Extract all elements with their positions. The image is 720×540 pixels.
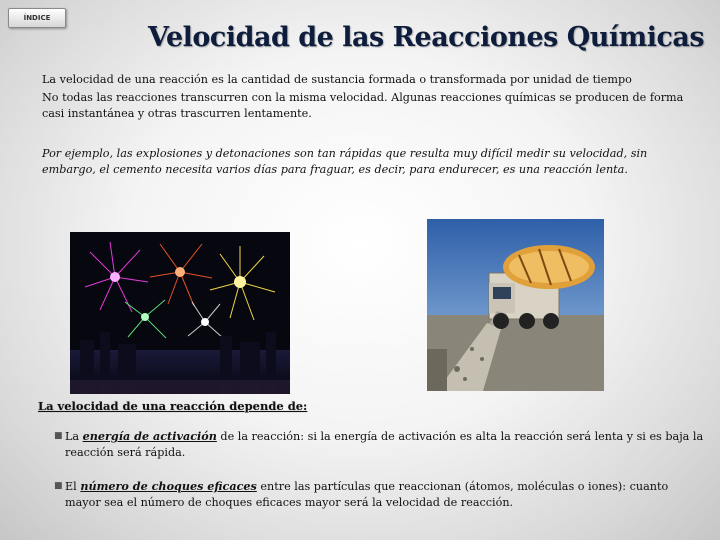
bullet-icon: ■ xyxy=(54,431,63,441)
bullet-prefix: La xyxy=(65,430,83,443)
factors-list xyxy=(54,428,704,528)
page-title: Velocidad de las Reacciones Químicas xyxy=(148,22,705,53)
effective-collisions-term: número de choques eficaces xyxy=(80,479,257,493)
bullet-icon: ■ xyxy=(54,481,63,491)
section-heading: La velocidad de una reacción depende de: xyxy=(38,399,308,413)
index-button[interactable]: ÍNDICE xyxy=(8,8,66,28)
bullet-text: entre las partículas que reaccionan (átomos, moléculas o iones): cuanto mayor sea el número de choques eficaces mayor será la velocidad de reacción. xyxy=(65,480,669,509)
definition-paragraph: La velocidad de una reacción es la cantidad de sustancia formada o transformada por unidad de tiempo xyxy=(42,73,632,86)
example-paragraph: Por ejemplo, las explosiones y detonaciones son tan rápidas que resulta muy difícil medir su velocidad, sin embargo, el cemento necesita varios días para fraguar, es decir, para endurecer, es una reacción lenta. xyxy=(42,147,648,176)
fireworks-image xyxy=(70,232,290,394)
bullet-text: de la reacción: si la energía de activación es alta la reacción será lenta y si es baja la reacción será rápida. xyxy=(65,430,704,459)
list-item xyxy=(54,478,704,511)
bullet-prefix: El xyxy=(65,480,81,493)
variation-paragraph: No todas las reacciones transcurren con la misma velocidad. Algunas reacciones químicas se producen de forma casi instantánea y otras trascurren lentamente. xyxy=(42,91,684,120)
activation-energy-term: energía de activación xyxy=(82,429,217,443)
list-item xyxy=(54,428,704,461)
concrete-truck-image xyxy=(427,219,604,391)
